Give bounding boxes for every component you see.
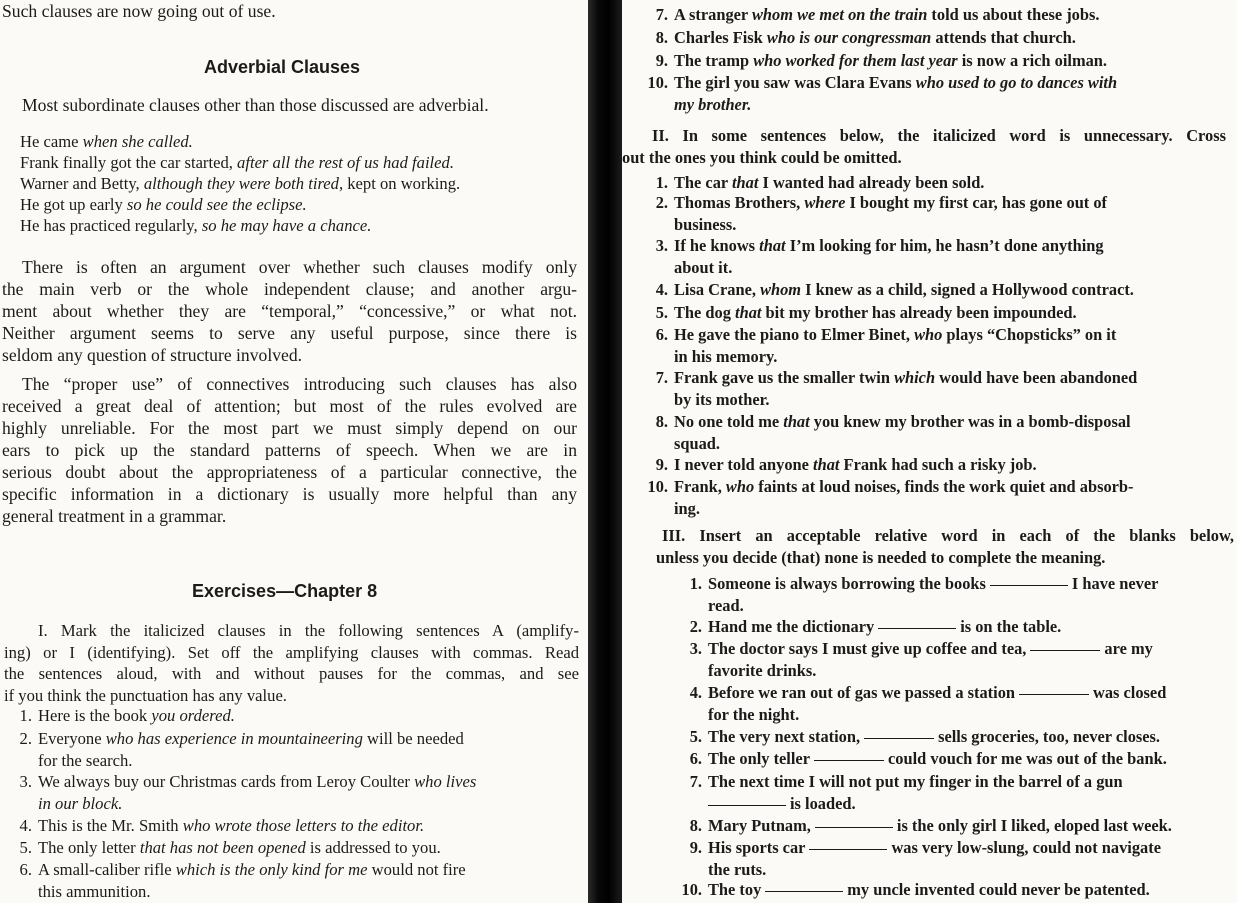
exercise-three-item: 6. The only teller could vouch for me was out of the bank. — [689, 749, 1167, 768]
example-line: He came when she called. — [20, 132, 193, 151]
exercise-one-item: 9. The tramp who worked for them last year is now a rich oilman. — [655, 51, 1108, 70]
exercise-one-item: 3. We always buy our Christmas cards from Leroy Coulter who lives in our block. — [19, 772, 477, 813]
exercise-three-item: 7. The next time I will not put my finger in the barrel of a gun is loaded. — [689, 772, 1123, 813]
adverbial-intro: Most subordinate clauses other than those discussed are adverbial. — [22, 95, 489, 115]
adverbial-clauses-heading: Adverbial Clauses — [204, 57, 361, 77]
paragraph-proper-use: The “proper use” of connectives introducing such clauses has also received a great deal of attention; but most of the rules evolved are highly unreliable. For the most part we must simply depend on our ears to pick up the standard patterns of speech. When we are in serious doubt about the appropriateness of a particular connective, the specific information in a dictionary is usually more helpful than any general treatment in a grammar. — [2, 374, 577, 526]
top-line: Such clauses are now going out of use. — [2, 1, 276, 21]
fill-in-blank[interactable] — [814, 760, 884, 761]
exercise-two-item: 8. No one told me that you knew my brother was in a bomb-disposal squad. — [655, 412, 1131, 453]
exercise-two-item: 10. Frank, who faints at loud noises, finds the work quiet and absorb- ing. — [647, 477, 1134, 518]
exercise-two-item: 2. Thomas Brothers, where I bought my first car, has gone out of business. — [655, 193, 1108, 234]
exercise-one-item: 8. Charles Fisk who is our congressman attends that church. — [655, 28, 1076, 47]
exercise-one-item: 2. Everyone who has experience in mountaineering will be needed for the search. — [19, 729, 464, 770]
right-page — [622, 0, 1237, 903]
exercise-one-item: 7. A stranger whom we met on the train told us about these jobs. — [655, 5, 1100, 24]
fill-in-blank[interactable] — [990, 585, 1068, 586]
fill-in-blank[interactable] — [765, 891, 843, 892]
exercise-two-item: 9. I never told anyone that Frank had such a risky job. — [655, 455, 1037, 474]
fill-in-blank[interactable] — [878, 628, 956, 629]
exercise-three-item: 2. Hand me the dictionary is on the table. — [689, 617, 1062, 636]
fill-in-blank[interactable] — [1019, 694, 1089, 695]
exercise-three-item: 10. The toy my uncle invented could never be patented. — [681, 880, 1150, 899]
fill-in-blank[interactable] — [1030, 650, 1100, 651]
example-line: He has practiced regularly, so he may have a chance. — [20, 216, 372, 235]
fill-in-blank[interactable] — [815, 827, 893, 828]
exercise-three-item: 3. The doctor says I must give up coffee and tea, are my favorite drinks. — [689, 639, 1153, 680]
exercise-three-item: 1. Someone is always borrowing the books I have never read. — [689, 574, 1159, 615]
exercise-three-item: 8. Mary Putnam, is the only girl I liked, eloped last week. — [689, 816, 1172, 835]
exercise-three-instructions: III. Insert an acceptable relative word in each of the blanks below, unless you decide (that) none is needed to complete the meaning. — [656, 526, 1234, 567]
fill-in-blank[interactable] — [864, 738, 934, 739]
example-line: Frank finally got the car started, after all the rest of us had failed. — [20, 153, 454, 172]
fill-in-blank[interactable] — [809, 849, 887, 850]
exercise-two-item: 4. Lisa Crane, whom I knew as a child, signed a Hollywood contract. — [655, 280, 1134, 299]
exercise-three-item: 9. His sports car was very low-slung, could not navigate the ruts. — [689, 838, 1161, 879]
exercise-one-item: 10. The girl you saw was Clara Evans who used to go to dances with my brother. — [647, 73, 1118, 114]
exercise-one-item: 4. This is the Mr. Smith who wrote those letters to the editor. — [19, 816, 425, 835]
exercise-three-item: 4. Before we ran out of gas we passed a station was closed for the night. — [689, 683, 1167, 724]
adverbial-examples — [20, 131, 460, 236]
book-gutter — [588, 0, 622, 903]
exercise-two-item: 7. Frank gave us the smaller twin which would have been abandoned by its mother. — [655, 368, 1138, 409]
exercise-two-item: 5. The dog that bit my brother has already been impounded. — [655, 303, 1077, 322]
example-line: Warner and Betty, although they were both tired, kept on working. — [20, 174, 461, 193]
exercise-two-instructions: II. In some sentences below, the italicized word is unnecessary. Cross out the ones you think could be omitted. — [622, 126, 1226, 167]
fill-in-blank[interactable] — [708, 805, 786, 806]
exercise-three-item: 5. The very next station, sells groceries, too, never closes. — [689, 727, 1161, 746]
paragraph-argument: There is often an argument over whether such clauses modify only the main verb or the whole independent clause; and another argu- ment about whether they are “temporal,” “concessive,” or what not. Neither argument seems to serve any useful purpose, since there is seldom any question of structure involved. — [2, 257, 577, 365]
exercise-two-item: 6. He gave the piano to Elmer Binet, who plays “Chopsticks” on it in his memory. — [655, 325, 1117, 366]
example-line: He got up early so he could see the eclipse. — [20, 195, 307, 214]
exercise-two-item: 1. The car that I wanted had already been sold. — [655, 173, 985, 192]
left-page — [0, 0, 588, 903]
exercise-one-instructions: I. Mark the italicized clauses in the following sentences A (amplify- ing) or I (identifying). Set off the amplifying clauses with commas. Read the sentences aloud, with and without pauses for the commas, and see if you think the punctuation has any value. — [4, 621, 579, 705]
exercises-heading: Exercises—Chapter 8 — [192, 581, 378, 601]
exercise-two-item: 3. If he knows that I’m looking for him, he hasn’t done anything about it. — [655, 236, 1104, 277]
exercise-one-item: 5. The only letter that has not been opened is addressed to you. — [19, 838, 441, 857]
exercise-one-item: 6. A small-caliber rifle which is the only kind for me would not fire this ammunition. — [19, 860, 466, 901]
exercise-one-item: 1. Here is the book you ordered. — [19, 706, 235, 725]
